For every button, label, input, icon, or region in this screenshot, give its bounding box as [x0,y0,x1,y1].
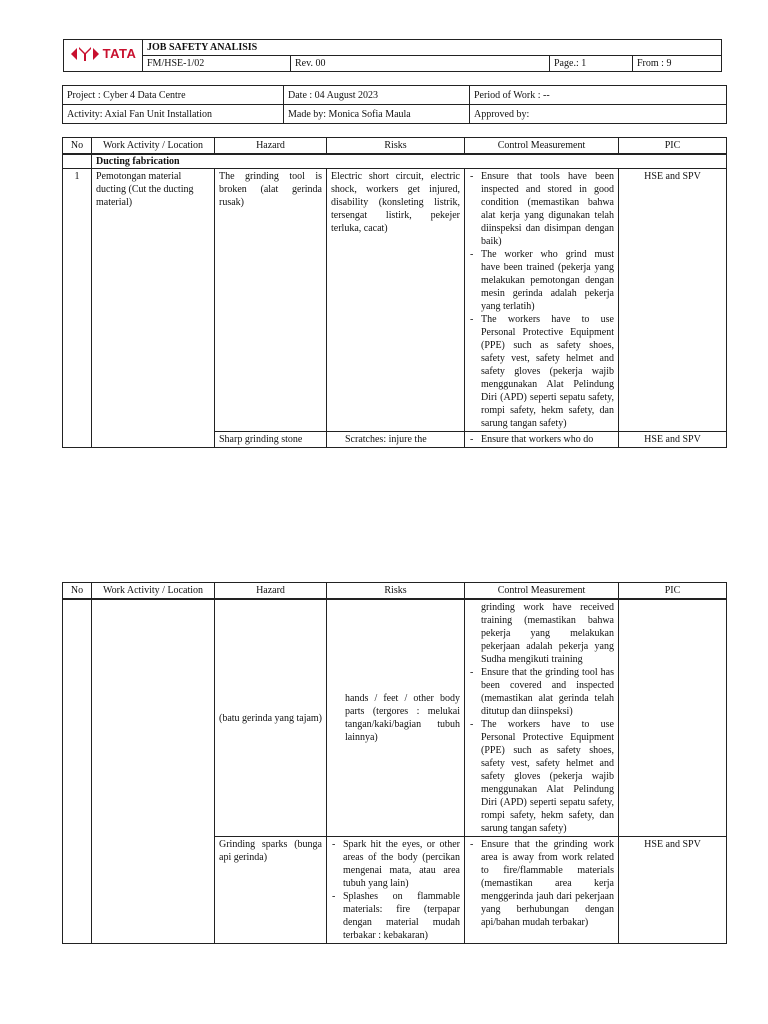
risks-cell: Electric short circuit, electric shock, workers get injured, disability (konsleting listrik, tersengat listirk, pekejer terluka, cacat) [327,169,465,432]
control-item: - Ensure that the grinding work area is away from work related to fire/flammable materials (memastikan area kerja menggerinda jauh dari pekerjaan yang berhubungan dengan api/bahan mudah terbakar) [469,838,614,929]
control-item: - Ensure that workers who do [469,433,614,446]
col-header-activity: Work Activity / Location [92,583,215,600]
col-header-hazard: Hazard [215,138,327,155]
col-header-no: No [63,583,92,600]
period-of-work: Period of Work : -- [470,86,727,105]
table-row [63,599,727,837]
logo-text: TATA [102,46,137,61]
approved-by: Approved by: [470,105,727,124]
document-header [63,39,722,72]
form-title: JOB SAFETY ANALISIS [143,40,722,56]
jsa-table-page2 [62,582,727,944]
risks-cell: Scratches: injure the [327,432,465,448]
tata-logo-icon [70,45,100,63]
project-info [62,85,727,124]
hazard-cell: (batu gerinda yang tajam) [215,599,327,837]
col-header-risks: Risks [327,583,465,600]
page-total: From : 9 [633,56,722,72]
control-item: - Ensure that the grinding tool has been covered and inspected (memastikan alat gerinda telah ditutup dan diinspeksi) [469,666,614,718]
jsa-table-page2-wrap [62,582,728,1024]
table-row [63,169,727,432]
logo-cell [64,40,143,72]
pic-cell: HSE and SPV [619,169,727,432]
control-item: - The worker who grind must have been trained (pekerja yang melakukan pemotongan dengan mesin gerinda adalah pekerja yang terlatih) [469,248,614,313]
section-row [63,154,727,169]
work-activity: Pemotongan material ducting (Cut the ducting material) [92,169,215,448]
risks-cell: hands / feet / other body parts (tergores : melukai tangan/kaki/bagian tubuh lainnya) [327,599,465,837]
col-header-control: Control Measurement [465,138,619,155]
control-cell [465,432,619,448]
pic-cell: HSE and SPV [619,837,727,944]
hazard-cell: Grinding sparks (bunga api gerinda) [215,837,327,944]
risks-cell [327,837,465,944]
control-item: - The workers have to use Personal Protective Equipment (PPE) such as safety shoes, safety vest, safety helmet and safety gloves (pekerja wajib menggunakan Alat Pelindung Diri (APD) seperti sepatu safety, rompi safety, hekm safety, dan sarung tangan safety) [469,313,614,430]
col-header-no: No [63,138,92,155]
company-logo [70,45,137,63]
control-continuation: grinding work have received training (memastikan bahwa pekerja yang melakukan pekerjaan adalah pekerja yang Sudha mengikuti training [481,602,614,665]
jsa-table-page1-wrap [62,137,728,510]
activity-name: Activity: Axial Fan Unit Installation [63,105,284,124]
revision: Rev. 00 [291,56,550,72]
hazard-cell: The grinding tool is broken (alat gerinda rusak) [215,169,327,432]
jsa-table-page1 [62,137,727,448]
risk-item: - Spark hit the eyes, or other areas of the body (percikan mengenai mata, atau area tubuh yang lain) [331,838,460,890]
section-title: Ducting fabrication [92,154,727,169]
document-date: Date : 04 August 2023 [284,86,470,105]
table-header-row [63,583,727,600]
col-header-pic: PIC [619,138,727,155]
col-header-risks: Risks [327,138,465,155]
control-cell [465,169,619,432]
control-item: - Ensure that tools have been inspected and stored in good condition (memastikan bahwa alat kerja yang digunakan telah diinspeksi dan disimpan dengan baik) [469,170,614,248]
control-cell [465,599,619,837]
page-number: Page.: 1 [550,56,633,72]
pic-cell: HSE and SPV [619,432,727,448]
col-header-control: Control Measurement [465,583,619,600]
col-header-activity: Work Activity / Location [92,138,215,155]
table-header-row [63,138,727,155]
col-header-hazard: Hazard [215,583,327,600]
form-number: FM/HSE-1/02 [143,56,291,72]
hazard-cell: Sharp grinding stone [215,432,327,448]
made-by: Made by: Monica Sofia Maula [284,105,470,124]
control-cell [465,837,619,944]
col-header-pic: PIC [619,583,727,600]
control-item: - The workers have to use Personal Protective Equipment (PPE) such as safety shoes, safety vest, safety helmet and safety gloves (pekerja wajib menggunakan Alat Pelindung Diri (APD) seperti sepatu safety, rompi safety, hekm safety, dan sarung tangan safety) [469,718,614,835]
project-name: Project : Cyber 4 Data Centre [63,86,284,105]
row-number: 1 [63,169,92,448]
risk-item: - Splashes on flammable materials: fire (terpapar dengan material mudah terbakar : kebakaran) [331,890,460,942]
